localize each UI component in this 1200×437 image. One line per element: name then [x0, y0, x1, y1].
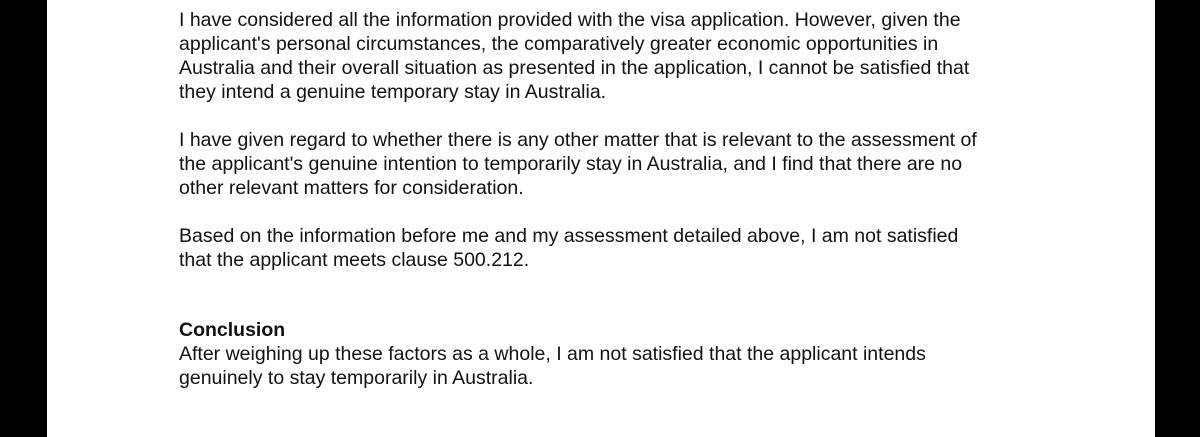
text-line: they intend a genuine temporary stay in Australia. [179, 81, 607, 103]
text-line: genuinely to stay temporarily in Australia. [179, 367, 534, 389]
conclusion-section [179, 318, 1059, 390]
paragraph-other-matters [179, 128, 1059, 200]
text-line: Based on the information before me and my assessment detailed above, I am not satisfied [179, 225, 959, 247]
paragraph-information-considered [179, 8, 1059, 104]
text-line: I have considered all the information provided with the visa application. However, given the [179, 9, 961, 31]
paragraph-assessment [179, 224, 1059, 272]
document-body [179, 8, 1059, 390]
text-line: other relevant matters for consideration. [179, 177, 524, 199]
text-line: that the applicant meets clause 500.212. [179, 249, 530, 271]
text-line: the applicant's genuine intention to temporarily stay in Australia, and I find that there are no [179, 153, 963, 175]
text-line: applicant's personal circumstances, the comparatively greater economic opportunities in [179, 33, 939, 55]
conclusion-heading: Conclusion [179, 319, 286, 341]
text-line: Australia and their overall situation as presented in the application, I cannot be satisfied that [179, 57, 970, 79]
text-line: After weighing up these factors as a whole, I am not satisfied that the applicant intends [179, 343, 926, 365]
document-page [47, 0, 1155, 437]
text-line: I have given regard to whether there is any other matter that is relevant to the assessment of [179, 129, 977, 151]
